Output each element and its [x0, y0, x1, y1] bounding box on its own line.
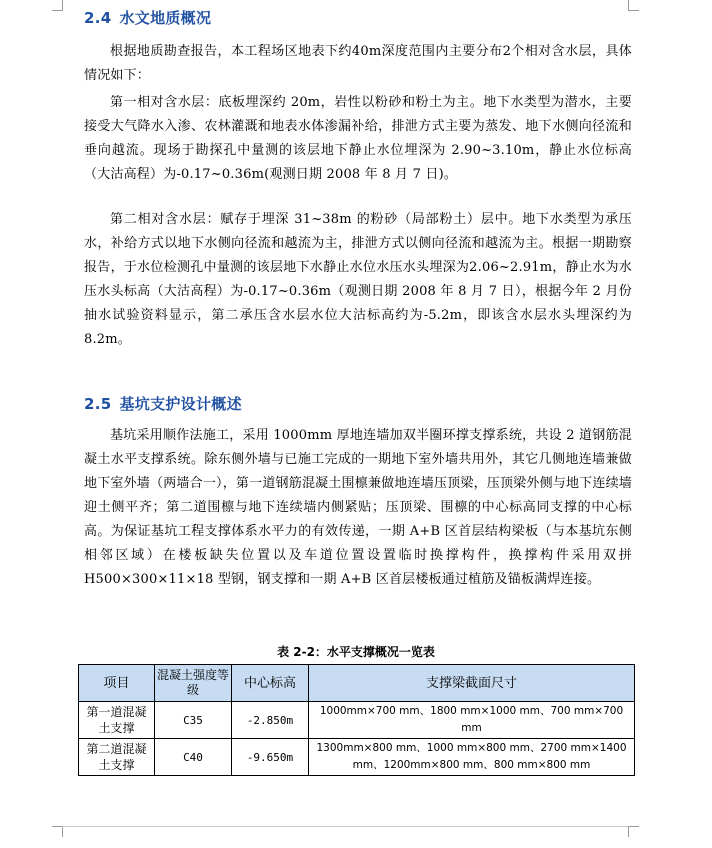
table-cell: -9.650m: [232, 739, 309, 776]
crop-mark-bottom-right: [628, 826, 639, 837]
crop-mark-bottom-left: [52, 826, 63, 837]
table-cell: 第二道混凝土支撑: [79, 739, 155, 776]
paragraph: 根据地质勘查报告，本工程场区地表下约40m深度范围内主要分布2个相对含水层，具体情况如下：: [84, 44, 632, 83]
paragraph: 第二相对含水层：赋存于埋深 31~38m 的粉砂（局部粉土）层中。地下水类型为承压水，补给方式以地下水侧向径流和越流为主，排泄方式以侧向径流和越流为主。根据一期勘察报告，于水位检测孔中量测的该层地下水静止水位水压水头埋深为2.06~2.91m，静止水为水压水头标高（大沽高程）为-0.17~0.36m（观测日期 2008 年 8 月 7 日），根据今年 2 月份抽水试验资料显示，第二承压含水层水位大沽标高约为-5.2m，即该含水层水头埋深约为 8.2m。: [84, 212, 632, 347]
crop-mark-top-right: [628, 0, 639, 11]
section-2-5-heading: [84, 393, 242, 414]
table-row: [79, 702, 635, 739]
table-cell: 1000mm×700 mm、1800 mm×1000 mm、700 mm×700 mm: [309, 702, 635, 739]
page-break-line: [62, 826, 628, 827]
paragraph: 第一相对含水层：底板埋深约 20m，岩性以粉砂和粉土为主。地下水类型为潜水，主要接受大气降水入渗、农林灌溉和地表水体渗漏补给，排泄方式主要为蒸发、地下水侧向径流和垂向越流。现场于勘探孔中量测的该层地下静止水位埋深为 2.90~3.10m，静止水位标高（大沽高程）为-0.17~0.36m(观测日期 2008 年 8 月 7 日)。: [84, 95, 632, 182]
section-number: 2.4: [84, 9, 112, 27]
table-cell: 1300mm×800 mm、1000 mm×800 mm、2700 mm×1400 mm、1200mm×800 mm、800 mm×800 mm: [309, 739, 635, 776]
table-header-cell: 混凝土强度等级: [155, 665, 232, 702]
section-number: 2.5: [84, 395, 112, 413]
paragraph: 基坑采用顺作法施工，采用 1000mm 厚地连墙加双半圈环撑支撑系统，共设 2 道钢筋混凝土水平支撑系统。除东侧外墙与已施工完成的一期地下室外墙共用外，其它几侧地连墙兼做地下室外墙（两墙合一），第一道钢筋混凝土围檩兼做地连墙压顶梁，压顶梁外侧与地下连续墙迎土侧平齐；第二道围檩与地下连续墙内侧紧贴；压顶梁、围檩的中心标高同支撑的中心标高。为保证基坑工程支撑体系水平力的有效传递，一期 A+B 区首层结构梁板（与本基坑东侧相邻区域）在楼板缺失位置以及车道位置设置临时换撑构件，换撑构件采用双拼 H500×300×11×18 型钢，钢支撑和一期 A+B 区首层楼板通过植筋及锚板满焊连接。: [84, 428, 632, 587]
table-header-cell: 项目: [79, 665, 155, 702]
table-cell: 第一道混凝土支撑: [79, 702, 155, 739]
table-caption: 表 2-2：水平支撑概况一览表: [277, 645, 435, 659]
table-row: [79, 739, 635, 776]
table-header-cell: 支撑梁截面尺寸: [309, 665, 635, 702]
support-table: [78, 664, 635, 776]
table-cell: C40: [155, 739, 232, 776]
table-header-row: [79, 665, 635, 702]
section-2-4-heading: [84, 7, 211, 28]
crop-mark-top-left: [52, 0, 63, 11]
table-header-cell: 中心标高: [232, 665, 309, 702]
table-cell: -2.850m: [232, 702, 309, 739]
section-title: 基坑支护设计概述: [119, 395, 242, 413]
section-title: 水文地质概况: [119, 9, 212, 27]
table-cell: C35: [155, 702, 232, 739]
